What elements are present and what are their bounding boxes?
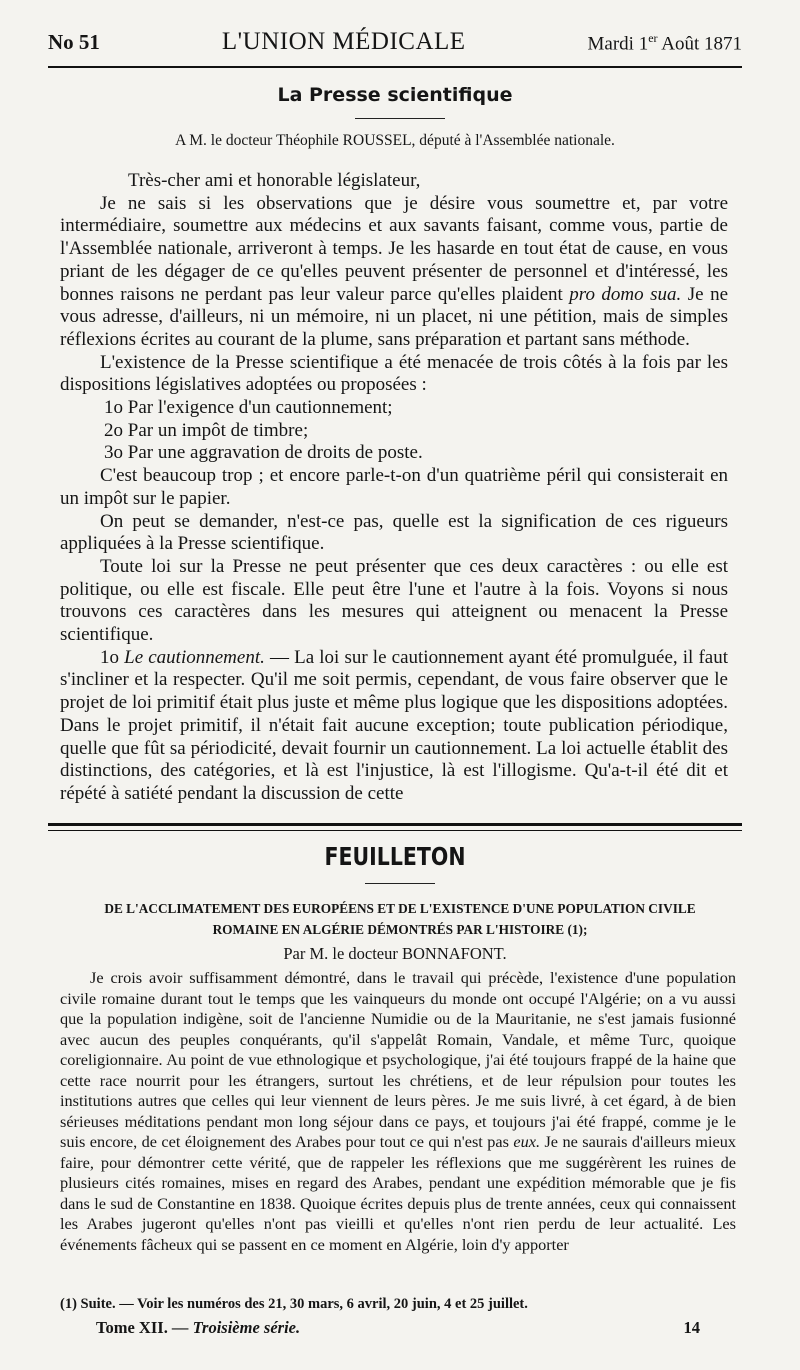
- feuilleton-byline: Par M. le docteur BONNAFONT.: [283, 944, 507, 963]
- footnote: (1) Suite. — Voir les numéros des 21, 30 mars, 6 avril, 20 juin, 4 et 25 juillet.: [60, 1296, 528, 1312]
- article-paragraph: Je ne sais si les observations que je désire vous soumettre et, par votre intermédiaire, soumettre aux médecins et aux savants faisant, comme vous, partie de l'Assemblée nationale, arriveront à temps. Je les hasarde en tout état de cause, en vous priant de les dégager de ce qu'elles peuvent présenter de personnel et d'intéressé, les bonnes raisons ne perdant pas leur valeur parce qu'elles plaident pro domo sua. Je ne vous adresse, d'ailleurs, ni un mémoire, ni un placet, ni une pétition, mais de simples réflexions écrites au courant de la plume, sans préparation et partant sans méthode.: [60, 192, 728, 350]
- feuilleton-divider: [365, 883, 435, 884]
- page-header: [48, 28, 742, 60]
- article-paragraph: On peut se demander, n'est-ce pas, quelle est la signification de ces rigueurs appliquées à la Presse scientifique.: [60, 510, 728, 555]
- article-paragraph: 1o Le cautionnement. — La loi sur le cautionnement ayant été promulguée, il faut s'incliner et la respecter. Qu'il me soit permis, cependant, de vous faire observer que le projet de loi primitif était plus juste et même plus logique que les dispositions adoptées. Dans le projet primitif, il n'était fait aucune exception; toute publication périodique, quelle que fût sa périodicité, devait fournir un cautionnement. La loi actuelle établit des distinctions, des catégories, et là est l'injustice, là est l'illogisme. Qu'a-t-il été dit et répété à satiété pendant la discussion de cette: [60, 646, 728, 804]
- feuilleton-rule-thin: [48, 830, 742, 831]
- feuilleton-heading-line: DE L'ACCLIMATEMENT DES EUROPÉENS ET DE L'EXISTENCE D'UNE POPULATION CIVILE: [104, 901, 696, 916]
- feuilleton-title: FEUILLETON: [324, 842, 466, 871]
- page-footer: [96, 1318, 700, 1338]
- list-item: 3o Par une aggravation de droits de poste.: [104, 442, 423, 464]
- section-title: La Presse scientifique: [277, 84, 513, 106]
- article-paragraph: Toute loi sur la Presse ne peut présenter que ces deux caractères : ou elle est politique, ou elle est fiscale. Elle peut être l'une et l'autre à la fois. Voyons si nous trouvons ces caractères dans les mesures qui atteignent ou menacent la Presse scientifique.: [60, 555, 728, 646]
- article-paragraph: L'existence de la Presse scientifique a été menacée de trois côtés à la fois par les dispositions législatives adoptées ou proposées :: [60, 351, 728, 396]
- article-body: [60, 170, 728, 806]
- header-rule: [48, 66, 742, 68]
- issue-number: No 51: [48, 30, 100, 54]
- list-item: 2o Par un impôt de timbre;: [104, 419, 309, 441]
- journal-title: L'UNION MÉDICALE: [221, 28, 466, 55]
- feuilleton-heading-line: ROMAINE EN ALGÉRIE DÉMONTRÉS PAR L'HISTOIRE (1);: [212, 922, 588, 937]
- article-paragraph: C'est beaucoup trop ; et encore parle-t-on d'un quatrième péril qui consisterait en un impôt sur le papier.: [60, 465, 728, 509]
- issue-date: Mardi 1er Août 1871: [587, 30, 742, 54]
- letter-address: A M. le docteur Théophile ROUSSEL, député à l'Assemblée nationale.: [175, 132, 615, 149]
- feuilleton-body: [60, 968, 736, 1255]
- title-divider: [355, 118, 445, 119]
- list-item: 1o Par l'exigence d'un cautionnement;: [104, 397, 393, 419]
- feuilleton-heading: [60, 898, 740, 940]
- page-number: 14: [683, 1318, 700, 1337]
- feuilleton-rule-thick: [48, 823, 742, 826]
- greeting: Très-cher ami et honorable législateur,: [128, 170, 421, 191]
- volume-info: Tome XII. — Troisième série.: [96, 1318, 301, 1337]
- feuilleton-paragraph: Je crois avoir suffisamment démontré, dans le travail qui précède, l'existence d'une population civile romaine durant tout le temps que les vainqueurs du monde ont occupé l'Algérie; on a vu aussi que la population indigène, soit de l'ancienne Numidie ou de la Mauritanie, ne s'est jamais fusionné avec aucun des peuples conquérants, qu'il s'appelât Romain, Vandale, et même Turc, quoique coreligionnaire. Au point de vue ethnologique et psychologique, j'ai été toujours frappé de la haine que cette race nourrit pour les étrangers, surtout les chrétiens, et de leur répulsion pour toutes les institutions autres que celles qui leur viennent de leurs pères. Je me suis livré, à cet égard, à de bien sérieuses méditations pendant mon long séjour dans ce pays, et toujours j'ai été frappé, comme je le suis encore, de cet éloignement des Arabes pour tout ce qui n'est pas eux. Je ne saurais d'ailleurs mieux faire, pour démontrer cette vérité, que de rappeler les réflexions que me suggérèrent les ruines de plusieurs cités romaines, mises en regard des Arabes, pendant une expédition mémorable que je fis dans le sud de Constantine en 1838. Quoique écrites depuis plus de trente années, ceux qui connaissent les Arabes jugeront qu'elles n'ont pas vieilli et qu'elles n'ont rien perdu de leur actualité. Les événements fâcheux qui se passent en ce moment en Algérie, loin d'y apporter: [60, 968, 736, 1254]
